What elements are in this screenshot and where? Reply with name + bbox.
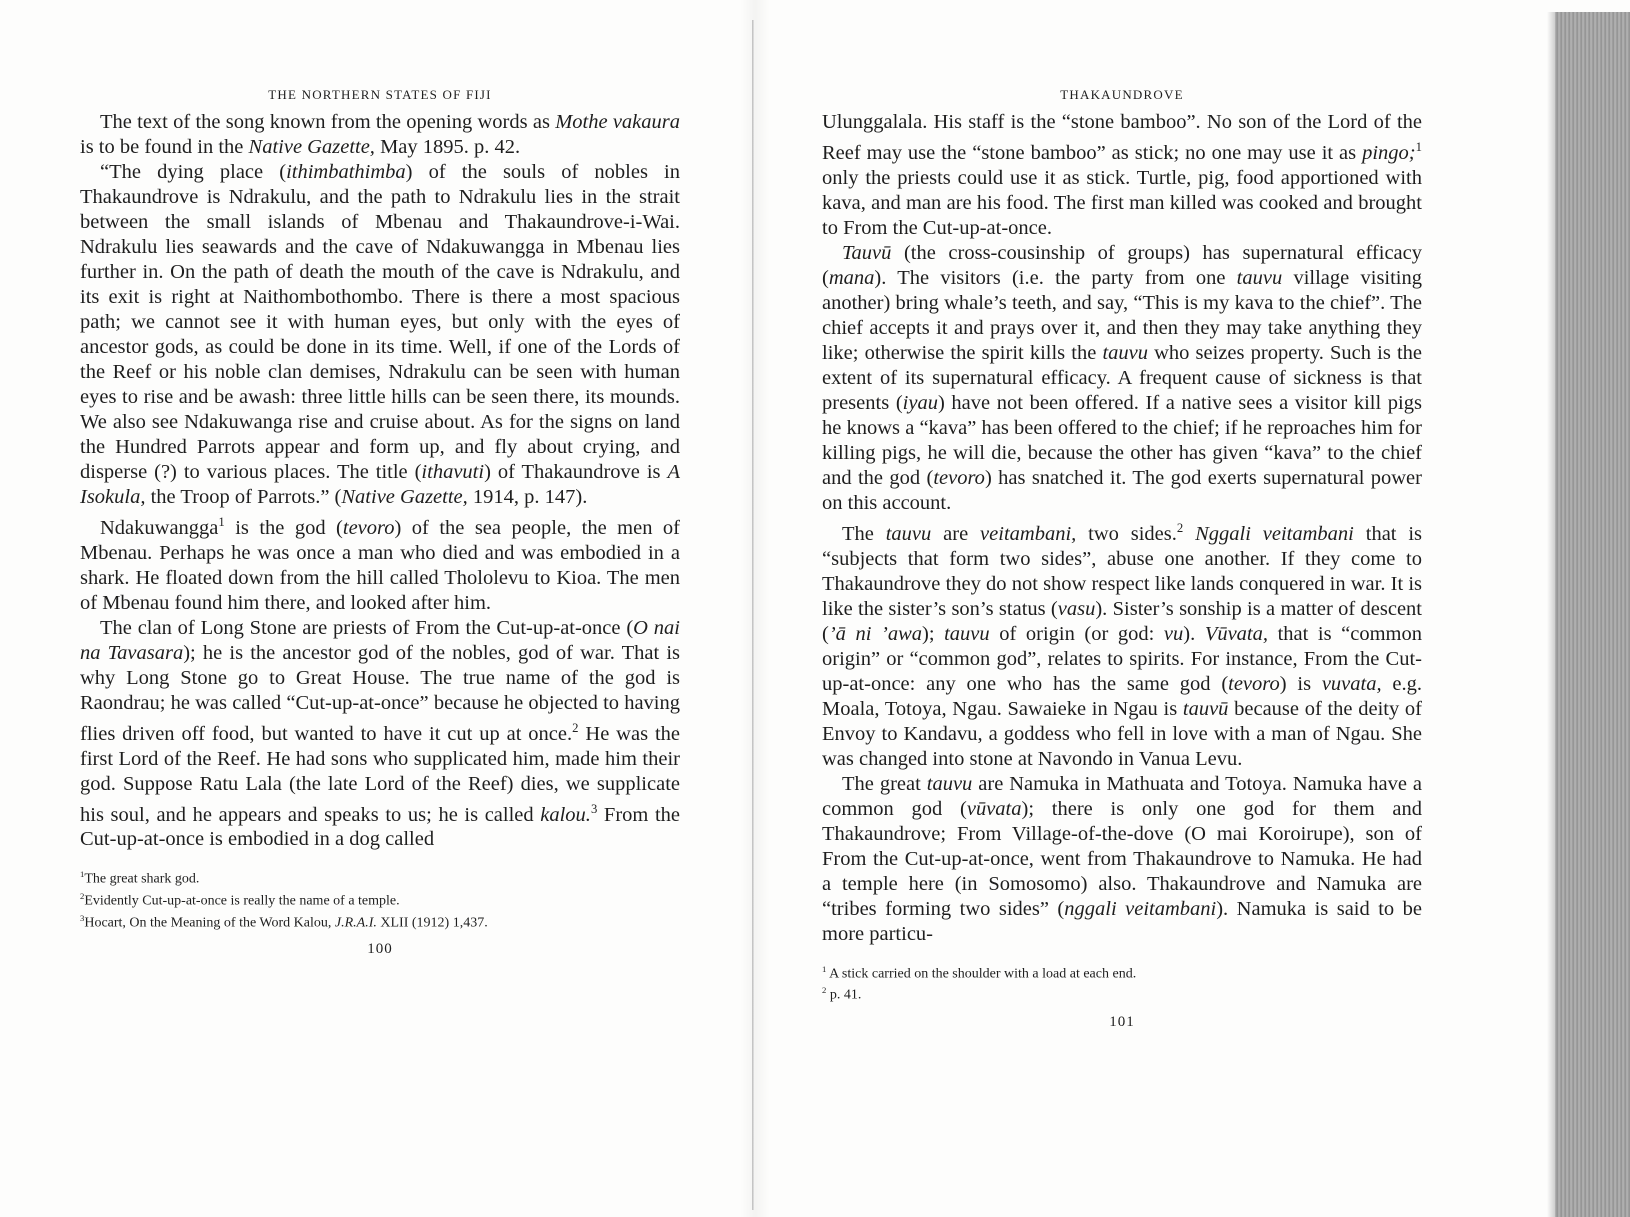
text-run: ); he is the ancestor god of the nobles, god of war. That is why Long Stone go to Great House. The true name of the god is Raondrau; he was called “Cut-up-at-once” because he objected to having flies driven off food, but wanted to have it cut up at once.: [80, 641, 681, 745]
text-run: ) of the souls of nobles in Thakaundrove is Ndrakulu, and the path to Ndrakulu lies in the strait between the small islands of Mbenau and Thakaundrove-i-Wai. Ndrakulu lies seawards and the cave of Ndakuwangga in Mbenau lies further in. On the path of death the mouth of the cave is Ndrakulu, and its exit is right at Naithombothombo. There is there a most spacious path; we cannot see it with human eyes, but only with the eyes of ancestor gods, as could be done in its time. Well, if one of the Lords of the Reef or his noble clan demises, Ndrakulu can be seen with human eyes to rise and be awash: three little hills can be seen there, its mounds. We also see Ndakuwanga rise and cruise about. As for the signs on land the Hundred Parrots appear and form up, and fly about crying, and disperse (?) to various places. The title (: [80, 161, 680, 483]
text-run: is the god (: [224, 516, 343, 539]
text-run: are Namuka in Mathuata and Totoya. Namuka have a common god (: [822, 772, 1422, 820]
text-run: pingo;: [1362, 141, 1416, 164]
right-running-head: THAKAUNDROVE: [1060, 87, 1184, 102]
text-run: “The dying place (: [100, 161, 287, 183]
right-page: [822, 84, 1422, 1031]
text-run: village visiting another) bring whale’s teeth, and say, “This is my kava to the chief”. The chief accepts it and prays over it, and then they may take anything they like; otherwise the spirit kills the: [822, 266, 1423, 364]
paragraph: [822, 241, 1422, 516]
footnote: [822, 961, 1422, 983]
left-page: [80, 84, 680, 958]
footnote-marker: 1: [218, 515, 225, 529]
footnote-marker: 1: [1415, 140, 1422, 154]
text-run: e.g. Moala, Totoya, Ngau. Sawaieke in Ngau is: [822, 672, 1422, 720]
paragraph: [80, 616, 680, 853]
text-run: because of the deity of Envoy to Kandavu, a goddess who fell in love with a man of Ngau. She was changed into stone at Navondo in Vanua Levu.: [822, 697, 1423, 770]
book-gutter: [752, 20, 754, 1210]
left-body-text: [80, 110, 680, 852]
gutter-shadow: [740, 0, 770, 1217]
text-run: Tauvū: [842, 241, 892, 264]
text-run: tauvū: [1182, 697, 1229, 720]
paragraph: [822, 516, 1422, 772]
text-run: tauvu: [926, 772, 973, 795]
text-run: ). Sister’s sonship is a matter of descent (: [822, 597, 1422, 645]
text-run: ); there is only one god for them and Thakaundrove; From Village-of-the-dove (O mai Koroirupe), son of From the Cut-up-at-once, went from Thakaundrove to Namuka. He had a temple here (in Somosomo) also. Thakaundrove and Namuka are “tribes forming two sides” (: [822, 797, 1423, 920]
text-run: Nggali veitambani: [1195, 522, 1354, 545]
footnote: [80, 910, 680, 932]
text-run: vu: [1163, 622, 1184, 645]
text-run: two sides.: [1076, 522, 1177, 545]
text-run: Native Gazette,: [341, 486, 468, 508]
text-run: tevoro: [342, 516, 395, 539]
text-run: The great shark god.: [84, 872, 200, 888]
text-run: vasu: [1057, 597, 1096, 620]
text-run: vuvata,: [1321, 672, 1382, 695]
text-run: [1183, 523, 1195, 545]
text-run: The great: [842, 772, 927, 795]
text-run: ).: [1183, 622, 1205, 645]
footnote: [80, 888, 680, 910]
footnote-marker: 1: [80, 869, 85, 880]
text-run: From the Cut-up-at-once is embodied in a dog called: [80, 803, 680, 851]
text-run: (the cross-cousinship of groups) has supernatural efficacy (: [822, 241, 1422, 289]
text-run: Ndakuwangga: [100, 516, 219, 539]
left-page-number: 100: [367, 941, 393, 958]
left-footnotes: [80, 866, 680, 931]
text-run: nggali veitambani: [1064, 897, 1217, 920]
text-run: The text of the song known from the opening words as: [100, 111, 556, 133]
page-edges: [1555, 12, 1630, 1217]
text-run: ) of Thakaundrove is: [484, 461, 668, 483]
text-run: ). Namuka is said to be more particu-: [822, 897, 1422, 945]
text-run: Mothe vakaura: [555, 111, 681, 133]
text-run: tauvu: [885, 522, 932, 545]
text-run: ithimbathimba: [286, 161, 406, 183]
left-running-head: THE NORTHERN STATES OF FIJI: [268, 87, 492, 102]
text-run: ) is: [1279, 672, 1322, 695]
text-run: ) have not been offered. If a native sees a visitor kill pigs he knows a “kava” has been offered to the chief; if he reproaches him for killing pigs, he will die, because the other has given “kava” to the chief and the god (: [822, 391, 1422, 489]
text-run: He was the first Lord of the Reef. He had sons who supplicated him, made him their god. Suppose Ratu Lala (the late Lord of the Reef) dies, we supplicate his soul, and he appears and speaks to us; he is called: [80, 722, 680, 826]
text-run: vūvata: [966, 797, 1022, 820]
text-run: kalou.: [540, 803, 591, 826]
footnote-marker: 2: [822, 985, 827, 996]
text-run: mana: [828, 266, 875, 289]
paragraph: [80, 160, 680, 510]
text-run: ) of the sea people, the men of Mbenau. Perhaps he was once a man who died and was embodied in a shark. He floated down from the hill called Thololevu to Kioa. The men of Mbenau found him there, and looked after him.: [80, 516, 681, 614]
paragraph: [80, 110, 680, 160]
text-run: Evidently Cut-up-at-once is really the name of a temple.: [84, 893, 400, 909]
text-run: May 1895. p. 42.: [374, 136, 521, 158]
text-run: );: [922, 622, 945, 645]
text-run: O nai na Tavasara: [80, 616, 680, 664]
text-run: that is “subjects that form two sides”, abuse one another. If they come to Thakaundrove they do not show respect like lands conquered in war. It is like the sister’s son’s status (: [822, 522, 1423, 620]
paragraph: [80, 510, 680, 616]
text-run: veitambani,: [980, 522, 1077, 545]
right-footnotes: [822, 961, 1422, 1004]
text-run: ). The visitors (i.e. the party from one: [874, 266, 1237, 289]
text-run: tauvu: [1102, 341, 1148, 364]
text-run: The: [842, 522, 886, 545]
paragraph: [822, 772, 1422, 947]
text-run: A stick carried on the shoulder with a load at each end.: [826, 966, 1137, 982]
text-run: that is “common origin” or “common god”, relates to spirits. For instance, From the Cut-up-at-once: any one who has the same god (: [822, 622, 1422, 695]
text-run: Vūvata,: [1204, 622, 1269, 645]
text-run: tauvu: [944, 622, 990, 645]
text-run: the Troop of Parrots.” (: [145, 486, 342, 508]
footnote-marker: 1: [822, 963, 827, 974]
text-run: only the priests could use it as stick. Turtle, pig, food apportioned with kava, and man are his food. The first man killed was cooked and brought to From the Cut-up-at-once.: [822, 166, 1422, 239]
text-run: tauvu: [1236, 266, 1283, 289]
footnote-marker: 2: [80, 891, 85, 902]
text-run: who seizes property. Such is the extent of its supernatural efficacy. A frequent cause of sickness is that presents (: [822, 341, 1422, 414]
text-run: ’ā ni ’awa: [828, 622, 922, 645]
footnote: [822, 982, 1422, 1004]
text-run: of origin (or god:: [989, 622, 1164, 645]
text-run: iyau: [902, 391, 938, 414]
text-run: Hocart, On the Meaning of the Word Kalou,: [84, 915, 335, 931]
text-run: ithavuti: [421, 461, 485, 483]
footnote-marker: 2: [572, 720, 579, 735]
footnote-marker: 3: [80, 912, 85, 923]
footnote-marker: 2: [1176, 520, 1184, 535]
text-run: 1914, p. 147).: [467, 486, 588, 508]
text-run: ) has snatched it. The god exerts supernatural power on this account.: [822, 466, 1422, 514]
text-run: J.R.A.I.: [334, 915, 377, 931]
text-run: p. 41.: [826, 987, 862, 1003]
right-page-number: 101: [1109, 1013, 1135, 1030]
text-run: A Isokula,: [80, 461, 680, 508]
text-run: tevoro: [1228, 672, 1280, 695]
text-run: Native Gazette,: [248, 136, 375, 158]
text-run: tevoro: [933, 466, 985, 489]
footnote: [80, 866, 680, 888]
paragraph: [822, 110, 1422, 241]
text-run: Ulunggalala. His staff is the “stone bamboo”. No son of the Lord of the Reef may use the “stone bamboo” as stick; no one may use it as: [822, 111, 1422, 164]
text-run: are: [931, 522, 981, 545]
text-run: is to be found in the: [80, 136, 249, 158]
footnote-marker: 3: [590, 801, 598, 816]
right-body-text: [822, 110, 1422, 947]
text-run: The clan of Long Stone are priests of From the Cut-up-at-once (: [100, 616, 634, 639]
text-run: XLII (1912) 1,437.: [376, 915, 488, 931]
